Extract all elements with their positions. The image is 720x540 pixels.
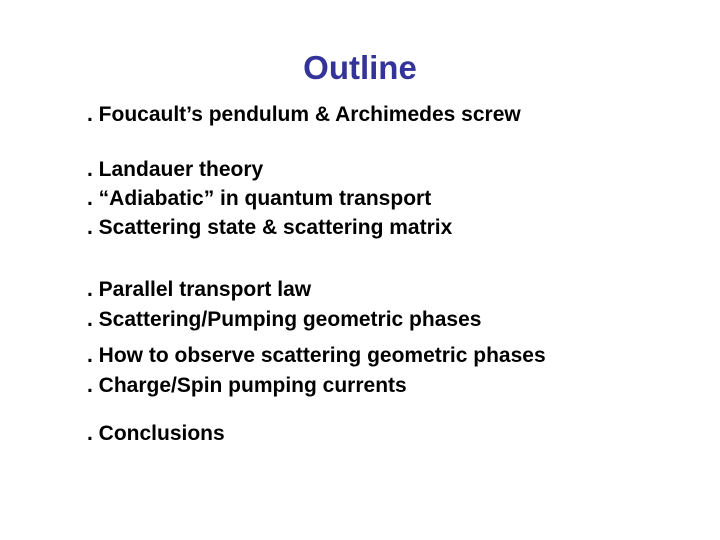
outline-item-parallel-transport: . Parallel transport law xyxy=(87,278,312,301)
outline-item-geometric-phases: . Scattering/Pumping geometric phases xyxy=(87,308,482,331)
outline-item-pumping-currents: . Charge/Spin pumping currents xyxy=(87,374,407,397)
slide-title xyxy=(0,48,720,88)
outline-item-adiabatic: . “Adiabatic” in quantum transport xyxy=(87,187,432,210)
outline-item-scattering-state: . Scattering state & scattering matrix xyxy=(87,216,453,239)
outline-item-observe-phases: . How to observe scattering geometric phases xyxy=(87,344,546,367)
slide-title-text: Outline xyxy=(303,49,417,86)
outline-item-foucault: . Foucault’s pendulum & Archimedes screw xyxy=(87,103,521,126)
outline-item-landauer: . Landauer theory xyxy=(87,158,264,181)
outline-item-conclusions: . Conclusions xyxy=(87,422,225,445)
